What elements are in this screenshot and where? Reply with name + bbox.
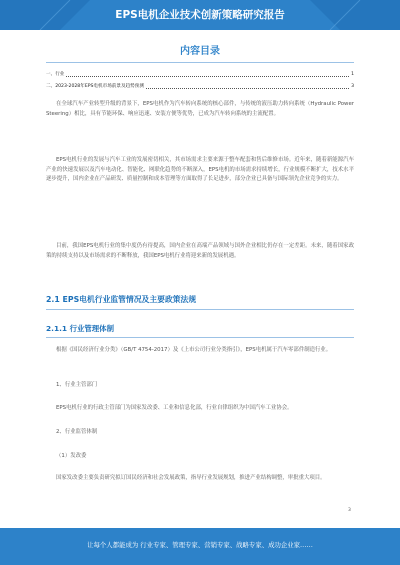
footer-slogan: 让每个人都能成为 行业专家、管理专家、营销专家、战略专家、成功企业家…… bbox=[87, 541, 313, 549]
list-item: 1、行业主管部门 bbox=[56, 382, 98, 388]
section-rule bbox=[46, 309, 354, 310]
body-paragraph: EPS电机行业的行政主管部门为国家发改委、工业和信息化部，行业自律组织为中国汽车工业协会。 bbox=[56, 405, 293, 411]
toc-divider bbox=[46, 62, 354, 63]
toc-leader-dots bbox=[146, 84, 349, 89]
toc-entry[interactable] bbox=[46, 82, 354, 91]
toc-entry-label: 二、2023-2028年EPS电机市场前景及趋势预测 bbox=[46, 84, 144, 89]
list-item: 2、行业监管体制 bbox=[56, 429, 98, 435]
list-item: （1）发改委 bbox=[56, 453, 87, 459]
toc-leader-dots bbox=[66, 72, 349, 77]
body-paragraph: EPS电机行业的发展与汽车工业的发展密切相关，其市场需求主要来源于整车配套和售后维修市场。近年来，随着新能源汽车产业的快速发展以及汽车电动化、智能化、网联化趋势的不断深入，EPS电机的市场需求持续增长，行业规模不断扩大，技术水平逐步提升，国内企业在产品研发、质量控制和成本管理等方面取得了长足进步，部分企业已具备与国际领先企业竞争的实力。 bbox=[46, 157, 354, 182]
body-paragraph: 在全球汽车产业转型升级的背景下，EPS电机作为汽车转向系统的核心部件，与传统的液压助力转向系统（Hydraulic Power Steering）相比，具有节能环保、响应迅速、安装方便等优势，已成为汽车转向系统的主流配置。 bbox=[46, 101, 354, 117]
toc-entry-page: 1 bbox=[351, 72, 354, 77]
body-paragraph: 根据《国民经济行业分类》（GB/T 4754-2017）及《上市公司行业分类指引》，EPS电机属于汽车零部件制造行业。 bbox=[56, 347, 332, 353]
subsection-rule bbox=[46, 337, 354, 338]
page-number: 3 bbox=[348, 508, 351, 513]
toc-entry[interactable] bbox=[46, 70, 354, 79]
body-paragraph: 目前，我国EPS电机行业的集中度仍有待提高，国内企业在高端产品领域与国外企业相比仍存在一定差距。未来，随着国家政策的持续支持以及市场需求的不断释放，我国EPS电机行业将迎来新的发展机遇。 bbox=[46, 243, 354, 259]
toc-entry-label: 一、行业 bbox=[46, 72, 65, 77]
section-heading: 2.1 EPS电机行业监管情况及主要政策法规 bbox=[46, 295, 197, 304]
body-paragraph: 国家发改委主要负责研究拟订国民经济和社会发展政策，指导行业发展规划，推进产业结构调整，审批重大项目。 bbox=[56, 475, 326, 481]
subsection-heading: 2.1.1 行业管理体制 bbox=[46, 324, 114, 333]
toc-title: 内容目录 bbox=[180, 46, 220, 57]
toc-entry-page: 3 bbox=[351, 84, 354, 89]
report-title: EPS电机企业技术创新策略研究报告 bbox=[115, 9, 285, 21]
